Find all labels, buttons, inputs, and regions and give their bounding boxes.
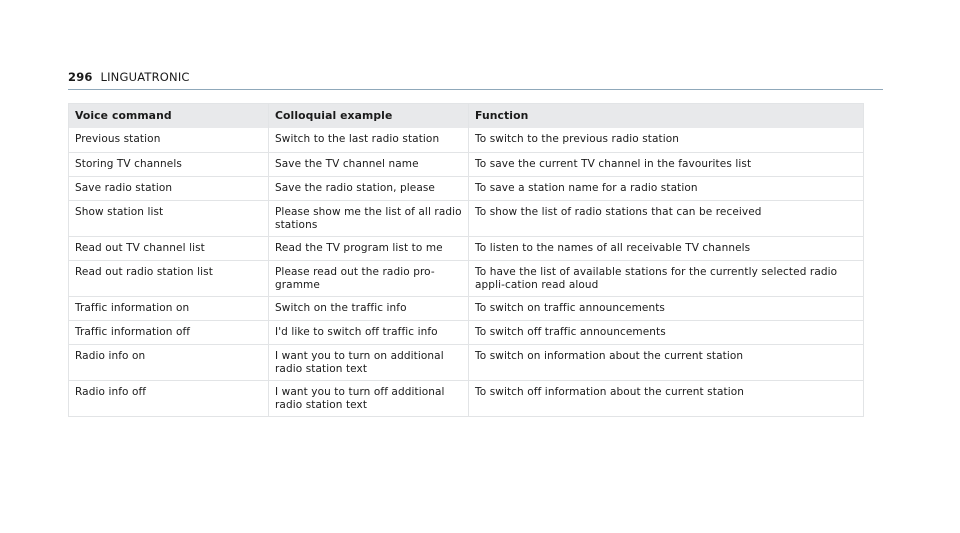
table-row (69, 236, 863, 260)
function-cell: To switch on information about the current station (475, 350, 744, 362)
table-row (69, 152, 863, 176)
table-row (69, 128, 863, 152)
header-divider (68, 89, 883, 90)
colloquial-example-cell: Please read out the radio pro-gramme (269, 261, 469, 296)
table-row (69, 320, 863, 344)
colloquial-example-cell: Please show me the list of all radio stations (269, 201, 469, 236)
table-row (69, 176, 863, 200)
voice-command-table (68, 103, 864, 417)
function-cell: To have the list of available stations for the currently selected radio appli-cation read aloud (475, 266, 838, 291)
voice-command-cell: Radio info off (69, 381, 269, 416)
column-header-function: Function (475, 108, 529, 122)
colloquial-example-cell: Save the radio station, please (269, 177, 469, 200)
column-header-voice-command: Voice command (69, 104, 269, 128)
page-number: 296 (68, 70, 93, 84)
table-body (69, 128, 863, 416)
voice-command-cell: Previous station (69, 128, 269, 152)
table-row (69, 200, 863, 236)
table-row (69, 296, 863, 320)
voice-command-cell: Read out radio station list (69, 261, 269, 296)
table-header-row (69, 104, 863, 128)
table-row (69, 344, 863, 380)
function-cell: To switch on traffic announcements (475, 302, 665, 314)
page-header (68, 70, 190, 84)
section-title: LINGUATRONIC (100, 70, 190, 84)
function-cell: To save a station name for a radio station (475, 182, 698, 194)
colloquial-example-cell: I want you to turn off additional radio station text (269, 381, 469, 416)
function-cell: To switch off traffic announcements (475, 326, 666, 338)
function-cell: To listen to the names of all receivable TV channels (475, 242, 751, 254)
column-header-colloquial-example: Colloquial example (269, 104, 469, 128)
colloquial-example-cell: Read the TV program list to me (269, 237, 469, 260)
function-cell: To switch to the previous radio station (475, 133, 680, 145)
colloquial-example-cell: Switch on the traffic info (269, 297, 469, 320)
colloquial-example-cell: Switch to the last radio station (269, 128, 469, 152)
voice-command-cell: Radio info on (69, 345, 269, 380)
function-cell: To switch off information about the current station (475, 386, 744, 398)
voice-command-cell: Traffic information off (69, 321, 269, 344)
function-cell: To save the current TV channel in the favourites list (475, 158, 752, 170)
function-cell: To show the list of radio stations that can be received (475, 206, 762, 218)
voice-command-cell: Storing TV channels (69, 153, 269, 176)
voice-command-cell: Traffic information on (69, 297, 269, 320)
voice-command-cell: Read out TV channel list (69, 237, 269, 260)
voice-command-cell: Show station list (69, 201, 269, 236)
colloquial-example-cell: I'd like to switch off traffic info (269, 321, 469, 344)
table-row (69, 260, 863, 296)
voice-command-cell: Save radio station (69, 177, 269, 200)
table-row (69, 380, 863, 416)
colloquial-example-cell: Save the TV channel name (269, 153, 469, 176)
colloquial-example-cell: I want you to turn on additional radio station text (269, 345, 469, 380)
